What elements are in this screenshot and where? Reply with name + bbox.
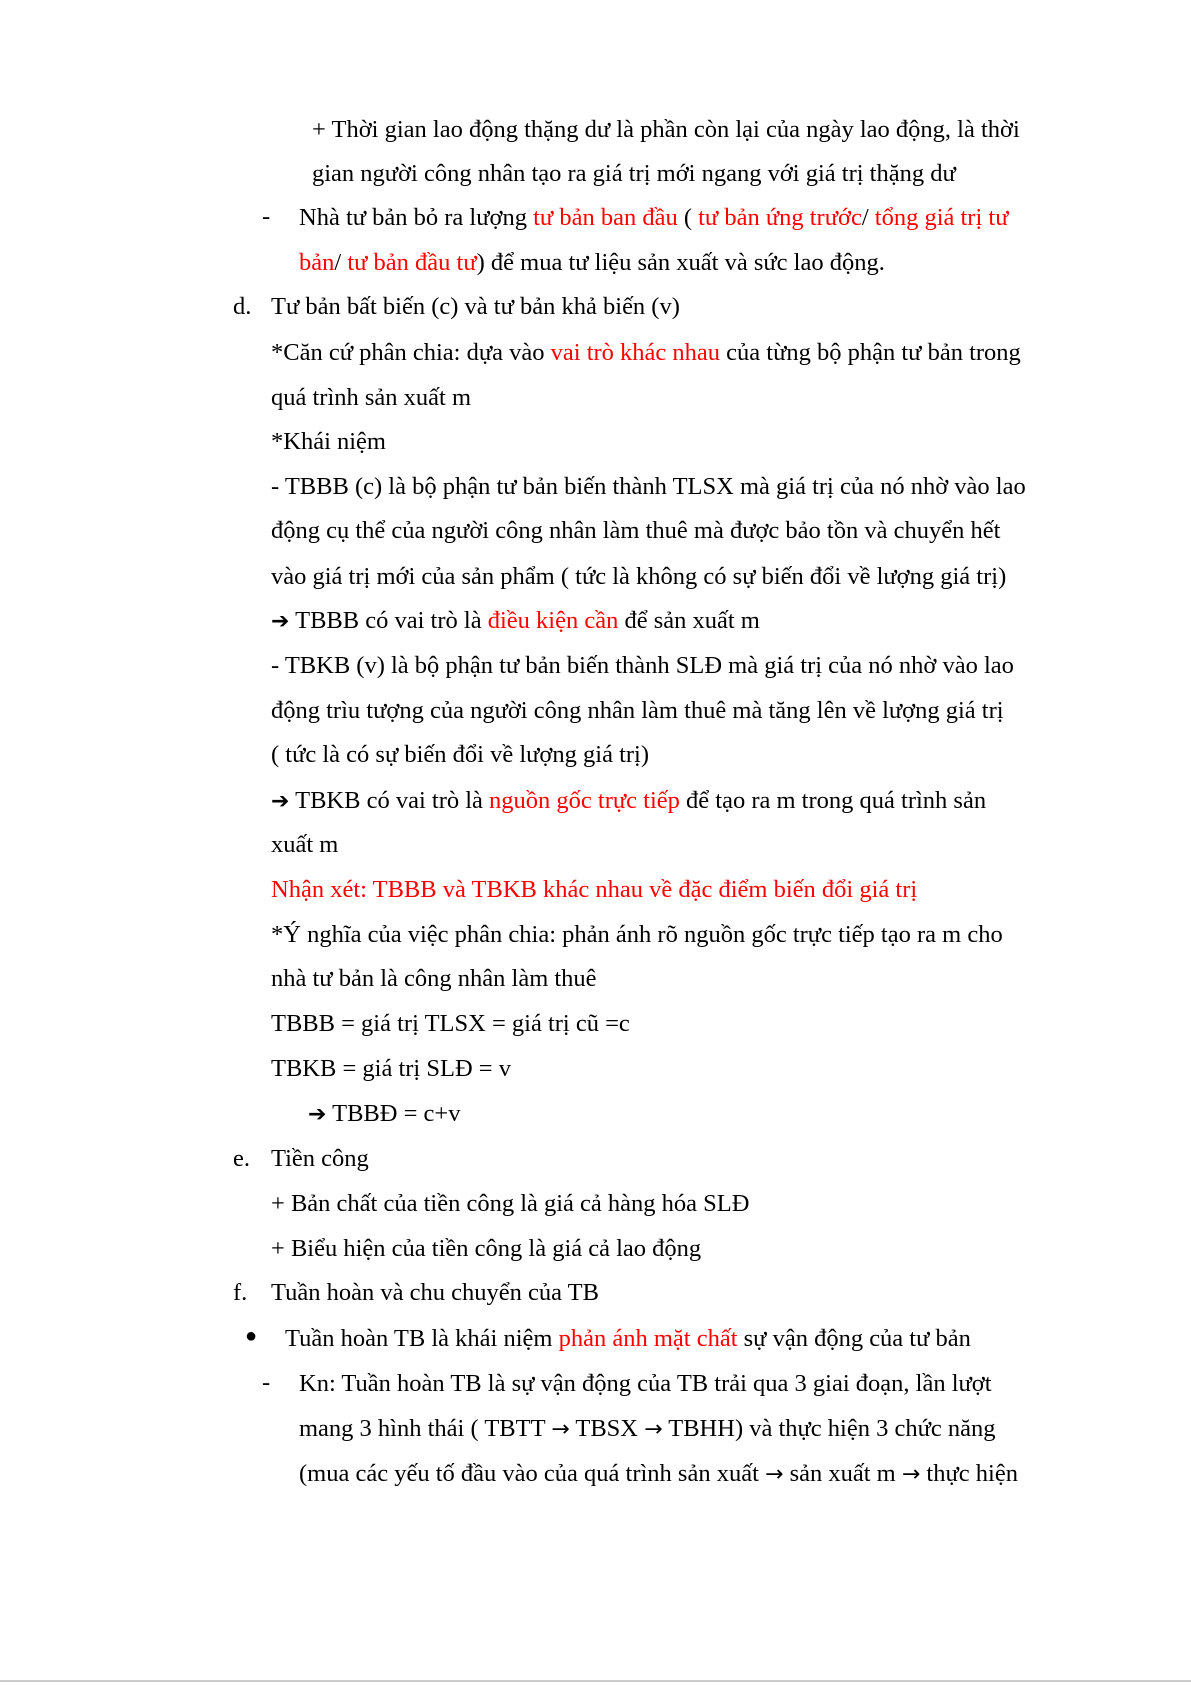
- line-tbbb-role: [271, 606, 760, 637]
- section-e-marker: e.: [233, 1145, 250, 1172]
- text: *Căn cứ phân chia: dựa vào: [271, 339, 551, 366]
- line-circulation-concept: [285, 1324, 971, 1354]
- highlight-text: tư bản ban đầu: [533, 204, 678, 231]
- text: thực hiện: [920, 1460, 1018, 1487]
- text: /: [861, 204, 875, 231]
- text: TBBB có vai trò là: [295, 607, 488, 634]
- line-circulation-def-2: [299, 1414, 996, 1445]
- text: vào giá trị mới của sản phẩm ( tức là không có sự biến đổi về lượng giá trị): [271, 563, 1007, 590]
- arrow-right-icon: →: [765, 1462, 784, 1487]
- text: sự vận động của tư bản: [737, 1325, 971, 1352]
- line-surplus-time: [312, 115, 1020, 145]
- text: sản xuất m: [783, 1460, 902, 1487]
- line-division-basis: [271, 338, 1021, 368]
- text: TBKB có vai trò là: [295, 787, 490, 814]
- formula-tbkb: [271, 1054, 511, 1084]
- text: + Bản chất của tiền công là giá cả hàng hóa SLĐ: [271, 1190, 750, 1217]
- formula-tbbb: [271, 1009, 630, 1039]
- formula-tbbd: [308, 1099, 460, 1130]
- section-f-title: [271, 1278, 599, 1308]
- line-tbbb-def: [271, 472, 1026, 502]
- arrow-right-icon: ➔: [271, 789, 290, 814]
- text: + Biểu hiện của tiền công là giá cả lao động: [271, 1235, 702, 1262]
- line-tbkb-role: [271, 786, 986, 817]
- text: xuất m: [271, 831, 339, 858]
- line-wage-nature: [271, 1189, 749, 1219]
- text: Kn: Tuần hoàn TB là sự vận động của TB trải qua 3 giai đoạn, lần lượt: [299, 1370, 992, 1397]
- line-tbbb-def-2: [271, 516, 1000, 546]
- line-meaning: [271, 920, 1003, 950]
- line-meaning-cont: [271, 964, 597, 994]
- text: *Khái niệm: [271, 428, 386, 455]
- text: TBBB = giá trị TLSX = giá trị cũ =c: [271, 1010, 630, 1037]
- line-division-basis-cont: [271, 383, 471, 413]
- text: quá trình sản xuất m: [271, 384, 472, 411]
- dash-bullet: -: [262, 203, 271, 230]
- highlight-text: bản: [299, 249, 335, 276]
- text: Tư bản bất biến (c) và tư bản khả biến (v): [271, 293, 680, 320]
- line-tbkb-role-cont: [271, 830, 338, 860]
- text: động trìu tượng của người công nhân làm thuê mà tăng lên về lượng giá trị: [271, 697, 1004, 724]
- text: (mua các yếu tố đầu vào của quá trình sản xuất: [299, 1460, 766, 1487]
- line-tbkb-def: [271, 651, 1014, 681]
- text: Nhà tư bản bỏ ra lượng: [299, 204, 534, 231]
- text: mang 3 hình thái ( TBTT: [299, 1415, 552, 1442]
- text: *Ý nghĩa của việc phân chia: phản ánh rõ nguồn gốc trực tiếp tạo ra m cho: [271, 921, 1003, 948]
- line-tbkb-def-2: [271, 696, 1004, 726]
- text: để sản xuất m: [618, 607, 760, 634]
- text: nhà tư bản là công nhân làm thuê: [271, 965, 597, 992]
- line-remark: [271, 875, 917, 905]
- text: ( tức là có sự biến đổi về lượng giá trị): [271, 741, 650, 768]
- text: Tuần hoàn và chu chuyển của TB: [271, 1279, 599, 1306]
- line-tbkb-def-3: [271, 740, 649, 770]
- text: - TBKB (v) là bộ phận tư bản biến thành SLĐ mà giá trị của nó nhờ vào lao: [271, 652, 1014, 679]
- arrow-right-icon: →: [901, 1462, 921, 1487]
- arrow-right-icon: ➔: [308, 1102, 327, 1127]
- text: TBKB = giá trị SLĐ = v: [271, 1055, 511, 1082]
- dash-bullet: -: [262, 1369, 271, 1396]
- highlight-text: nguồn gốc trực tiếp: [489, 787, 680, 814]
- line-initial-capital: [299, 203, 1009, 233]
- text: của từng bộ phận tư bản trong: [720, 339, 1021, 366]
- text: gian người công nhân tạo ra giá trị mới ngang với giá trị thặng dư: [312, 160, 956, 187]
- text: TBBĐ = c+v: [332, 1100, 461, 1127]
- arrow-right-icon: ➔: [271, 609, 290, 634]
- text: /: [334, 249, 348, 276]
- highlight-text: vai trò khác nhau: [550, 339, 721, 366]
- highlight-text: tư bản ứng trước: [698, 204, 862, 231]
- text: - TBBB (c) là bộ phận tư bản biến thành TLSX mà giá trị của nó nhờ vào lao: [271, 473, 1026, 500]
- section-d-marker: d.: [233, 293, 252, 320]
- page-bottom-edge: [0, 1680, 1191, 1682]
- highlight-text: Nhận xét: TBBB và TBKB khác nhau về đặc điểm biến đổi giá trị: [271, 876, 918, 903]
- line-circulation-def: [299, 1369, 992, 1399]
- text: để tạo ra m trong quá trình sản: [679, 787, 987, 814]
- text: TBSX: [569, 1415, 645, 1442]
- line-initial-capital-cont: [299, 248, 885, 278]
- line-concept-heading: [271, 427, 386, 457]
- text: + Thời gian lao động thặng dư là phần còn lại của ngày lao động, là thời: [312, 116, 1020, 143]
- section-d-title: [271, 292, 680, 322]
- highlight-text: tổng giá trị tư: [874, 204, 1009, 231]
- line-surplus-time-cont: [312, 159, 956, 189]
- section-f-marker: f.: [233, 1279, 248, 1306]
- text: (: [677, 204, 699, 231]
- text: động cụ thể của người công nhân làm thuê mà được bảo tồn và chuyển hết: [271, 517, 1001, 544]
- bullet-icon: ●: [245, 1325, 258, 1347]
- text: Tiền công: [271, 1145, 369, 1172]
- arrow-right-icon: →: [551, 1417, 570, 1442]
- highlight-text: tư bản đầu tư: [347, 249, 477, 276]
- text: Tuần hoàn TB là khái niệm: [285, 1325, 559, 1352]
- text: TBHH) và thực hiện 3 chức năng: [662, 1415, 996, 1442]
- line-circulation-def-3: [299, 1459, 1018, 1490]
- text: ) để mua tư liệu sản xuất và sức lao động.: [476, 249, 885, 276]
- line-wage-expression: [271, 1234, 701, 1264]
- arrow-right-icon: →: [644, 1417, 663, 1442]
- section-e-title: [271, 1144, 369, 1174]
- line-tbbb-def-3: [271, 562, 1006, 592]
- highlight-text: phản ánh mặt chất: [558, 1325, 738, 1352]
- highlight-text: điều kiện cần: [487, 607, 619, 634]
